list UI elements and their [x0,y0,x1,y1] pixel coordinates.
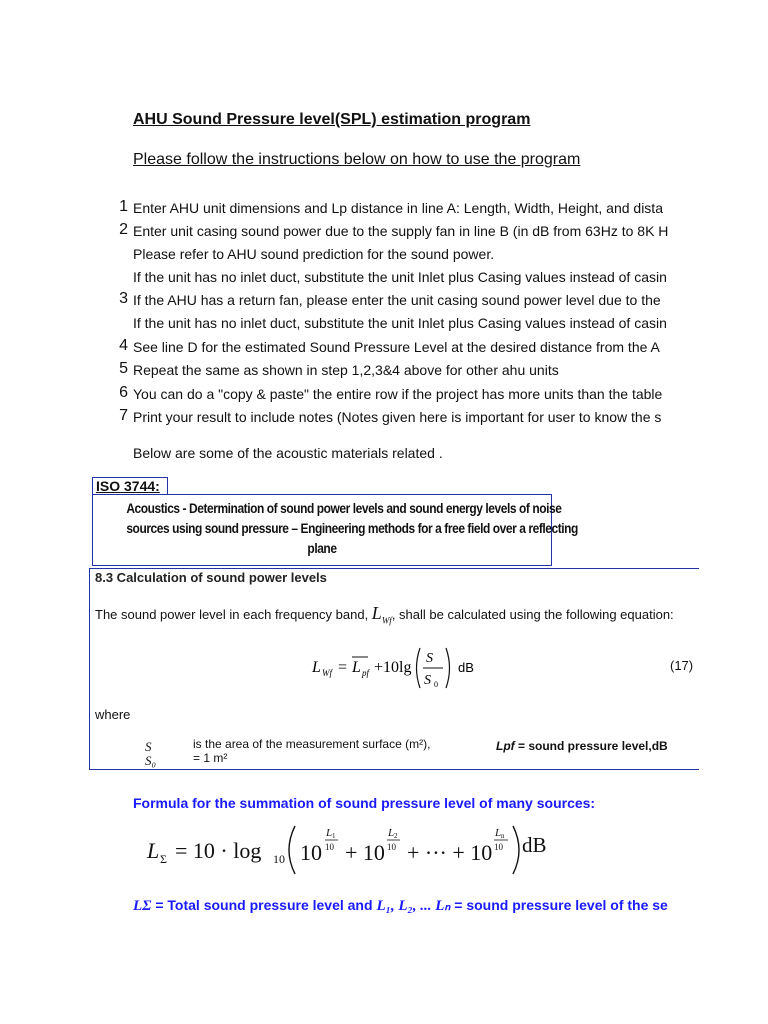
iso-label: ISO 3744: [92,477,168,495]
svg-text:Σ: Σ [160,852,167,866]
step-text: See line D for the estimated Sound Pressure Level at the desired distance from the A [133,339,660,355]
step-number: 5 [119,360,128,377]
step-number: 7 [119,407,128,424]
svg-text:Wf: Wf [322,668,332,678]
step-text: Enter unit casing sound power due to the supply fan in line B (in dB from 63Hz to 8K H [133,223,669,239]
section-heading: 8.3 Calculation of sound power levels [95,570,327,585]
svg-text:1: 1 [332,832,336,840]
svg-text:L: L [352,659,361,676]
svg-text:10: 10 [387,842,396,852]
symbol-s0: S₀ [145,753,157,768]
lpf-description: = sound pressure level,dB [514,739,668,753]
source-symbols: L₁, L₂, ... Lₙ [376,898,451,914]
page-title: AHU Sound Pressure level(SPL) estimation program [133,111,531,128]
svg-text:+ ··· + 10: + ··· + 10 [407,840,493,865]
step-number: 2 [119,221,128,238]
summation-definition [133,896,668,915]
step-text: If the unit has no inlet duct, substitute the unit Inlet plus Casing values instead of casin [133,269,667,285]
svg-text:= 10 · log: = 10 · log [175,838,262,863]
intro-text: The sound power level in each frequency band, [95,607,372,622]
svg-text:10: 10 [325,842,334,852]
svg-text:10: 10 [494,842,503,852]
svg-text:L: L [147,838,160,863]
svg-text:10: 10 [273,852,285,866]
svg-text:0: 0 [434,680,438,689]
iso-title-line: sources using sound pressure – Engineering methods for a free field over a reflecting [126,520,578,536]
symbol-s-description: is the area of the measurement surface (m²), [193,737,431,751]
svg-text:+ 10: + 10 [345,840,385,865]
svg-text:+10lg: +10lg [374,659,412,676]
iso-title-box [92,494,578,566]
svg-text:10: 10 [300,840,322,865]
step-text: If the AHU has a return fan, please enter the unit casing sound power level due to the [133,292,661,308]
definition-text: = Total sound pressure level and [151,897,377,913]
step-text: Enter AHU unit dimensions and Lp distance in line A: Length, Width, Height, and dista [133,200,663,216]
materials-note: Below are some of the acoustic materials related . [133,445,443,461]
definition-text: = sound pressure level of the se [450,897,668,913]
summation-equation [145,822,535,878]
symbol-s: S [145,739,152,754]
step-number: 1 [119,198,128,215]
svg-text:pf: pf [362,668,370,678]
symbol-s0-description: = 1 m² [193,751,228,765]
step-text: Print your result to include notes (Notes given here is important for user to know the s [133,409,662,425]
equation-number: (17) [670,658,694,673]
total-symbol: LΣ [133,898,152,914]
svg-text:n: n [501,832,505,840]
step-text: Please refer to AHU sound prediction for the sound power. [133,246,495,262]
step-number: 4 [119,337,128,354]
lpf-symbol: Lpf [496,739,515,753]
svg-text:L: L [495,827,502,839]
summation-title: Formula for the summation of sound pressure level of many sources: [133,795,596,811]
svg-text:dB: dB [458,660,474,675]
svg-text:L: L [388,827,395,839]
where-label: where [95,707,131,722]
svg-text:=: = [338,659,348,676]
svg-text:L: L [326,827,333,839]
step-number: 3 [119,290,128,307]
page-subtitle: Please follow the instructions below on how to use the program [133,151,581,168]
step-text: If the unit has no inlet duct, substitute the unit Inlet plus Casing values instead of casin [133,315,667,331]
svg-text:S: S [424,673,431,688]
lw-symbol: $L_{Wf}$ [371,603,392,626]
step-text: You can do a "copy & paste" the entire row if the project has more units than the table [133,386,663,402]
step-text: Repeat the same as shown in step 1,2,3&4 above for other ahu units [133,362,559,378]
lpf-definition [496,739,668,753]
intro-text: , shall be calculated using the following equation: [391,607,674,622]
iso-title-line: Acoustics - Determination of sound power levels and sound energy levels of noise [126,500,562,516]
iso-title-line: plane [307,540,337,556]
svg-text:L: L [312,659,321,676]
section-intro [95,603,674,626]
summation-unit: dB [522,833,547,857]
sound-power-equation [310,640,490,696]
svg-text:2: 2 [394,832,398,840]
step-number: 6 [119,384,128,401]
svg-text:S: S [426,651,433,666]
